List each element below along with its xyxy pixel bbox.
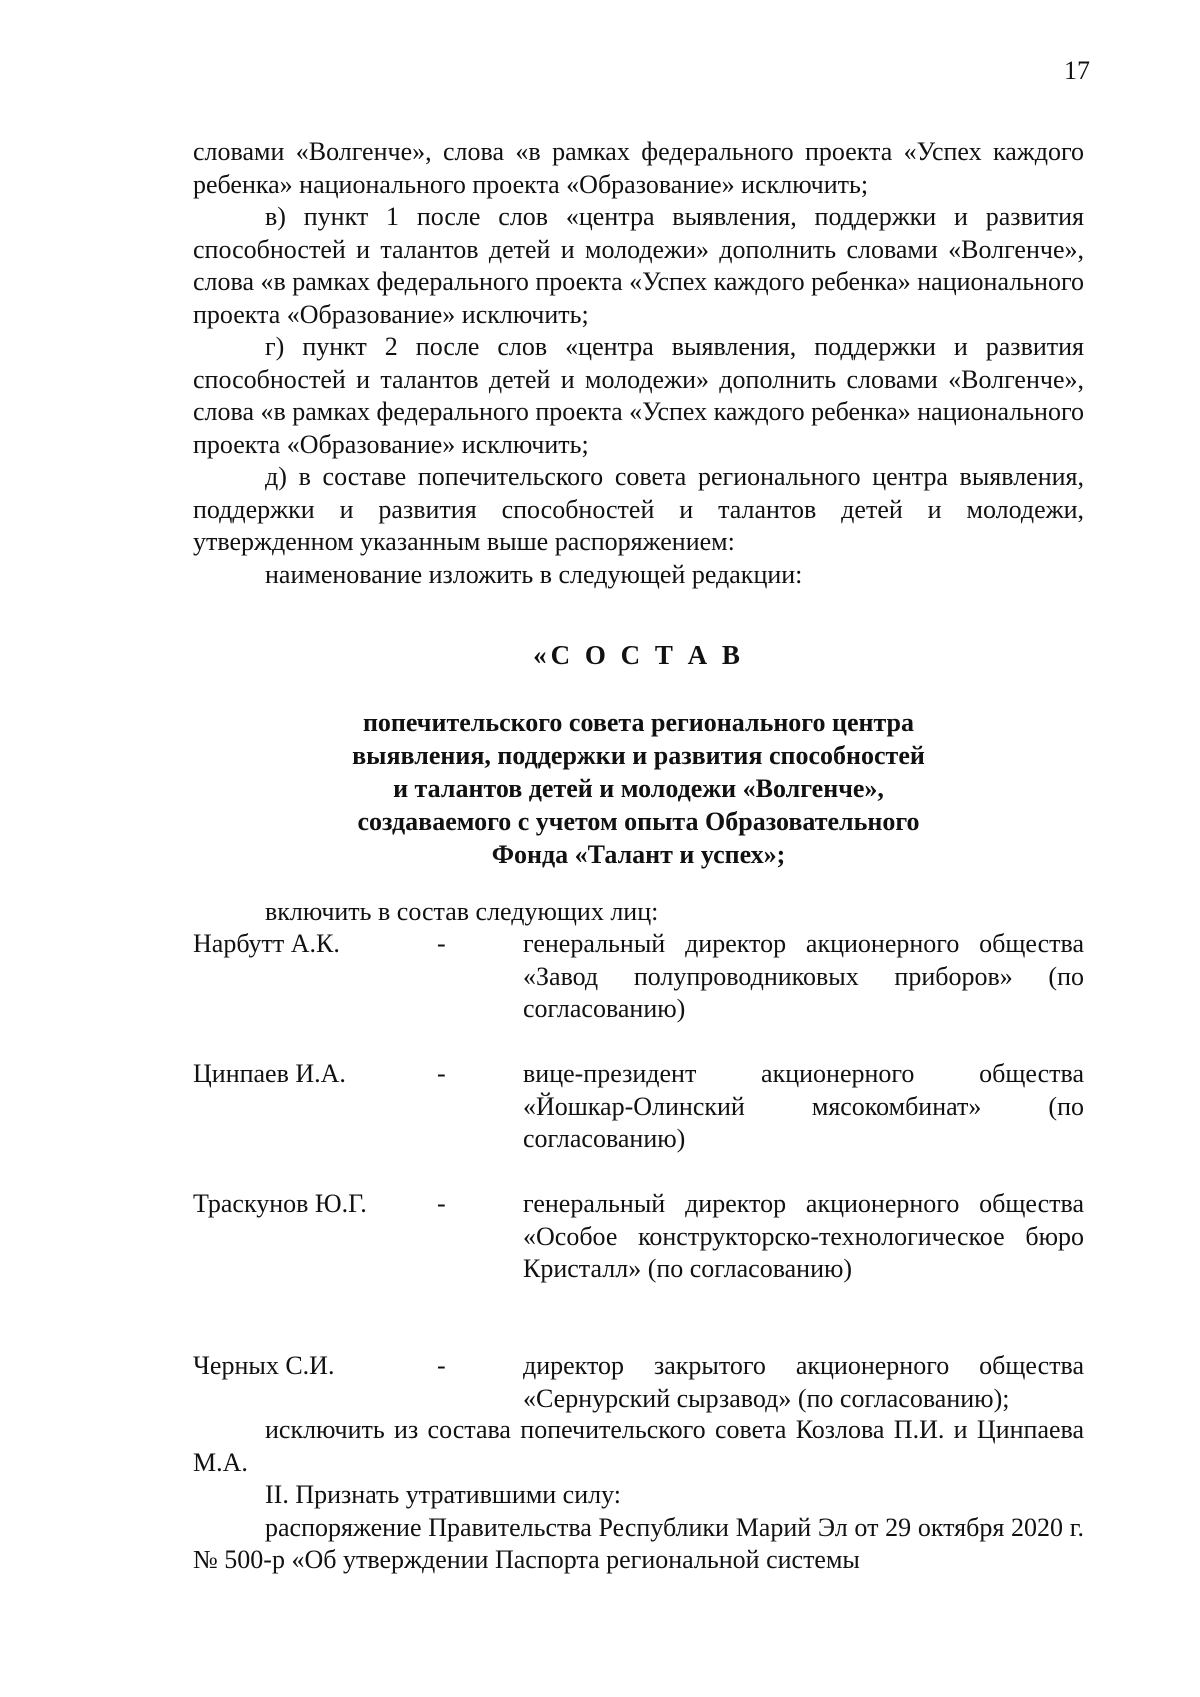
composition-subtitle: [193, 706, 1084, 871]
include-intro-block: [193, 896, 1084, 929]
member-dash: -: [437, 1189, 446, 1218]
paragraph-closing-1: II. Признать утратившими силу:: [265, 1480, 621, 1509]
member-name: Черных С.И.: [193, 1351, 335, 1380]
paragraph-intro-0: словами «Волгенче», слова «в рамках федерального проекта «Успех каждого ребенка» национального проекта «Образование» исключить;: [193, 137, 1084, 199]
member-dash: -: [437, 1059, 446, 1088]
closing-text-block: [193, 1414, 1084, 1577]
paragraph-intro-4: наименование изложить в следующей редакции:: [265, 559, 803, 589]
member-name: Траскунов Ю.Г.: [193, 1189, 367, 1218]
member-name: Цинпаев И.А.: [193, 1059, 346, 1088]
subtitle-line-4: Фонда «Талант и успех»;: [491, 840, 786, 869]
subtitle-line-3: создаваемого с учетом опыта Образовательного: [357, 807, 920, 836]
subtitle-line-2: и талантов детей и молодежи «Волгенче»,: [393, 774, 884, 803]
member-description: вице-президент акционерного общества «Йошкар-Олинский мясокомбинат» (по согласованию): [523, 1059, 1084, 1153]
member-description: генеральный директор акционерного общества «Завод полупроводниковых приборов» (по согласованию): [523, 929, 1084, 1023]
include-intro: включить в состав следующих лиц:: [265, 897, 659, 926]
member-description: директор закрытого акционерного общества «Сернурский сырзавод» (по согласованию);: [523, 1351, 1084, 1413]
subtitle-line-1: выявления, поддержки и развития способностей: [352, 741, 925, 770]
page-number: 17: [1064, 56, 1090, 85]
intro-text-block: [193, 136, 1084, 591]
member-description: генеральный директор акционерного общества «Особое конструкторско-технологическое бюро Кристалл» (по согласованию): [523, 1189, 1084, 1283]
subtitle-line-0: попечительского совета регионального центра: [362, 708, 915, 737]
member-name: Нарбутт А.К.: [193, 929, 340, 958]
member-dash: -: [437, 929, 446, 958]
paragraph-closing-2: распоряжение Правительства Республики Марий Эл от 29 октября 2020 г. № 500-р «Об утверждении Паспорта региональной системы: [193, 1512, 1084, 1574]
composition-title: «С О С Т А В: [533, 640, 744, 670]
member-dash: -: [437, 1351, 446, 1380]
paragraph-intro-3: д) в составе попечительского совета регионального центра выявления, поддержки и развития способностей и талантов детей и молодежи, утвержденном указанным выше распоряжением:: [193, 462, 1084, 556]
paragraph-intro-2: г) пункт 2 после слов «центра выявления, поддержки и развития способностей и талантов детей и молодежи» дополнить словами «Волгенче», слова «в рамках федерального проекта «Успех каждого ребенка» национального проекта «Образование» исключить;: [193, 332, 1084, 459]
paragraph-closing-0: исключить из состава попечительского совета Козлова П.И. и Цинпаева М.А.: [193, 1415, 1084, 1477]
paragraph-intro-1: в) пункт 1 после слов «центра выявления, поддержки и развития способностей и талантов детей и молодежи» дополнить словами «Волгенче», слова «в рамках федерального проекта «Успех каждого ребенка» национального проекта «Образование» исключить;: [193, 202, 1084, 329]
